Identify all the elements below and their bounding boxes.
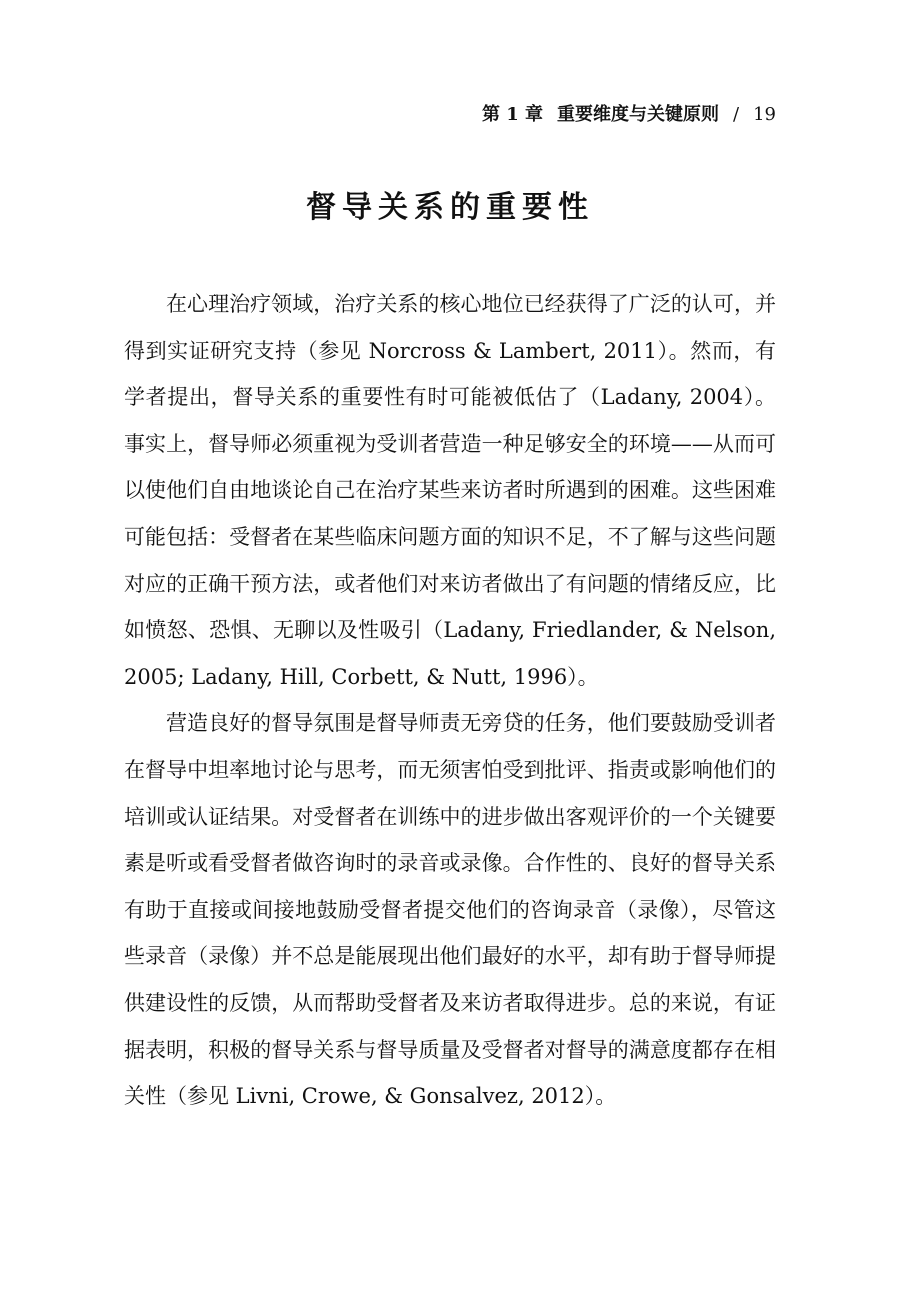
running-header (482, 103, 776, 127)
section-title: 督导关系的重要性 (306, 190, 594, 225)
paragraph-2: 营造良好的督导氛围是督导师责无旁贷的任务，他们要鼓励受训者在督导中坦率地讨论与思考，而无须害怕受到批评、指责或影响他们的培训或认证结果。对受督者在训练中的进步做出客观评价的一个关键要素是听或看受督者做咨询时的录音或录像。合作性的、良好的督导关系有助于直接或间接地鼓励受督者提交他们的咨询录音（录像），尽管这些录音（录像）并不总是能展现出他们最好的水平，却有助于督导师提供建设性的反馈，从而帮助受督者及来访者取得进步。总的来说，有证据表明，积极的督导关系与督导质量及受督者对督导的满意度都存在相关性（参见 Livni, Crowe, & Gonsalvez, 2012）。 (124, 711, 776, 1109)
chapter-number: 第 1 章 (481, 104, 544, 125)
chapter-title: 重要维度与关键原则 (557, 104, 720, 125)
paragraph-1: 在心理治疗领域，治疗关系的核心地位已经获得了广泛的认可，并得到实证研究支持（参见 Norcross & Lambert, 2011）。然而，有学者提出，督导关系的重要性有时可能被低估了（Ladany, 2004）。事实上，督导师必须重视为受训者营造一种足够安全的环境——从而可以使他们自由地谈论自己在治疗某些来访者时所遇到的困难。这些困难可能包括：受督者在某些临床问题方面的知识不足，不了解与这些问题对应的正确干预方法，或者他们对来访者做出了有问题的情绪反应，比如愤怒、恐惧、无聊以及性吸引（Ladany, Friedlander, & Nelson, 2005; Ladany, Hill, Corbett, & Nutt, 1996）。 (124, 292, 776, 689)
header-separator: / (733, 104, 740, 125)
page-number: 19 (753, 104, 776, 125)
body-text (124, 281, 776, 1120)
